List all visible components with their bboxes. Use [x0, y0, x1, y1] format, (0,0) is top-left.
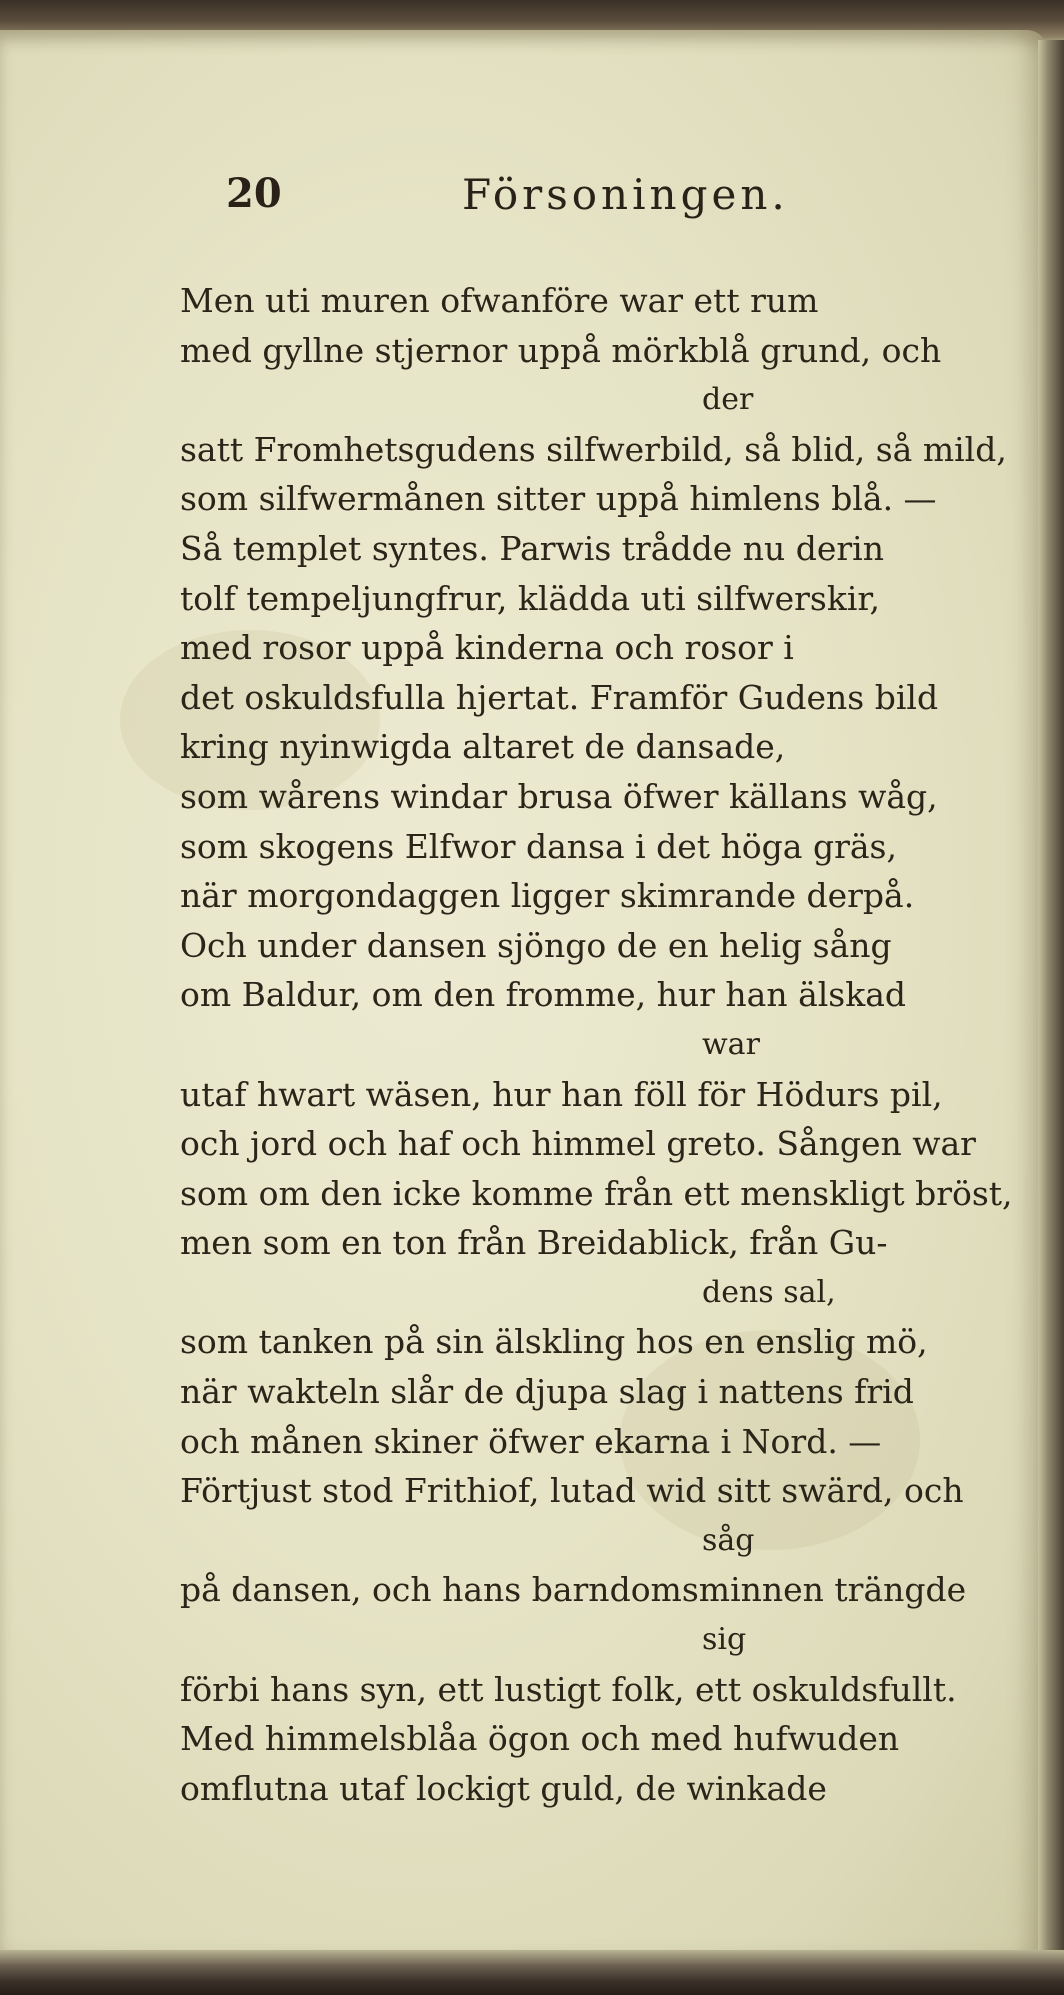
text-line: men som en ton från Breidablick, från Gu-	[180, 1223, 888, 1263]
text-line: utaf hwart wäsen, hur han föll för Hödurs pil,	[180, 1074, 943, 1114]
text-line-turnover: der	[702, 382, 754, 418]
text-line-turnover: dens sal,	[702, 1274, 836, 1310]
page-fore-edge	[1038, 40, 1064, 1960]
text-line: som skogens Elfwor dansa i det höga gräs,	[180, 826, 897, 866]
text-line: förbi hans syn, ett lustigt folk, ett oskuldsfullt.	[180, 1669, 957, 1709]
text-line: Förtjust stod Frithiof, lutad wid sitt swärd, och	[180, 1471, 964, 1511]
text-line: som om den icke komme från ett menskligt bröst,	[180, 1173, 1013, 1213]
page-number: 20	[226, 170, 282, 217]
text-line: Men uti muren ofwanföre war ett rum	[180, 281, 819, 320]
text-line: som wårens windar brusa öfwer källans wåg,	[180, 776, 938, 816]
text-line-turnover: war	[702, 1026, 760, 1062]
text-line: Så templet syntes. Parwis trådde nu derin	[180, 528, 884, 568]
text-line: Med himmelsblåa ögon och med hufwuden	[180, 1719, 900, 1759]
text-line: tolf tempeljungfrur, klädda uti silfwerskir,	[180, 578, 881, 618]
poem-text-block	[180, 276, 1040, 1813]
book-bottom-edge	[0, 1950, 1064, 1995]
text-line: omflutna utaf lockigt guld, de winkade	[180, 1768, 827, 1808]
text-line: och månen skiner öfwer ekarna i Nord. —	[180, 1421, 882, 1461]
text-line: det oskuldsfulla hjertat. Framför Gudens bild	[180, 677, 939, 717]
running-title: Försoningen.	[462, 170, 789, 219]
text-line: när wakteln slår de djupa slag i nattens frid	[180, 1372, 914, 1412]
text-line-turnover: såg	[702, 1522, 755, 1558]
text-line: på dansen, och hans barndomsminnen trängde	[180, 1570, 967, 1610]
text-line: kring nyinwigda altaret de dansade,	[180, 727, 786, 767]
text-line: som silfwermånen sitter uppå himlens blå. —	[180, 479, 937, 519]
text-line: om Baldur, om den fromme, hur han älskad	[180, 975, 907, 1015]
text-line: Och under dansen sjöngo de en helig sång	[180, 925, 892, 965]
text-line: när morgondaggen ligger skimrande derpå.	[180, 876, 915, 916]
text-line: och jord och haf och himmel greto. Sången war	[180, 1124, 976, 1164]
text-line: med gyllne stjernor uppå mörkblå grund, och	[180, 330, 942, 370]
text-line-turnover: sig	[702, 1622, 747, 1658]
text-line: som tanken på sin älskling hos en enslig mö,	[180, 1322, 928, 1362]
text-line: satt Fromhetsgudens silfwerbild, så blid, så mild,	[180, 429, 1007, 469]
text-line: med rosor uppå kinderna och rosor i	[180, 628, 794, 668]
